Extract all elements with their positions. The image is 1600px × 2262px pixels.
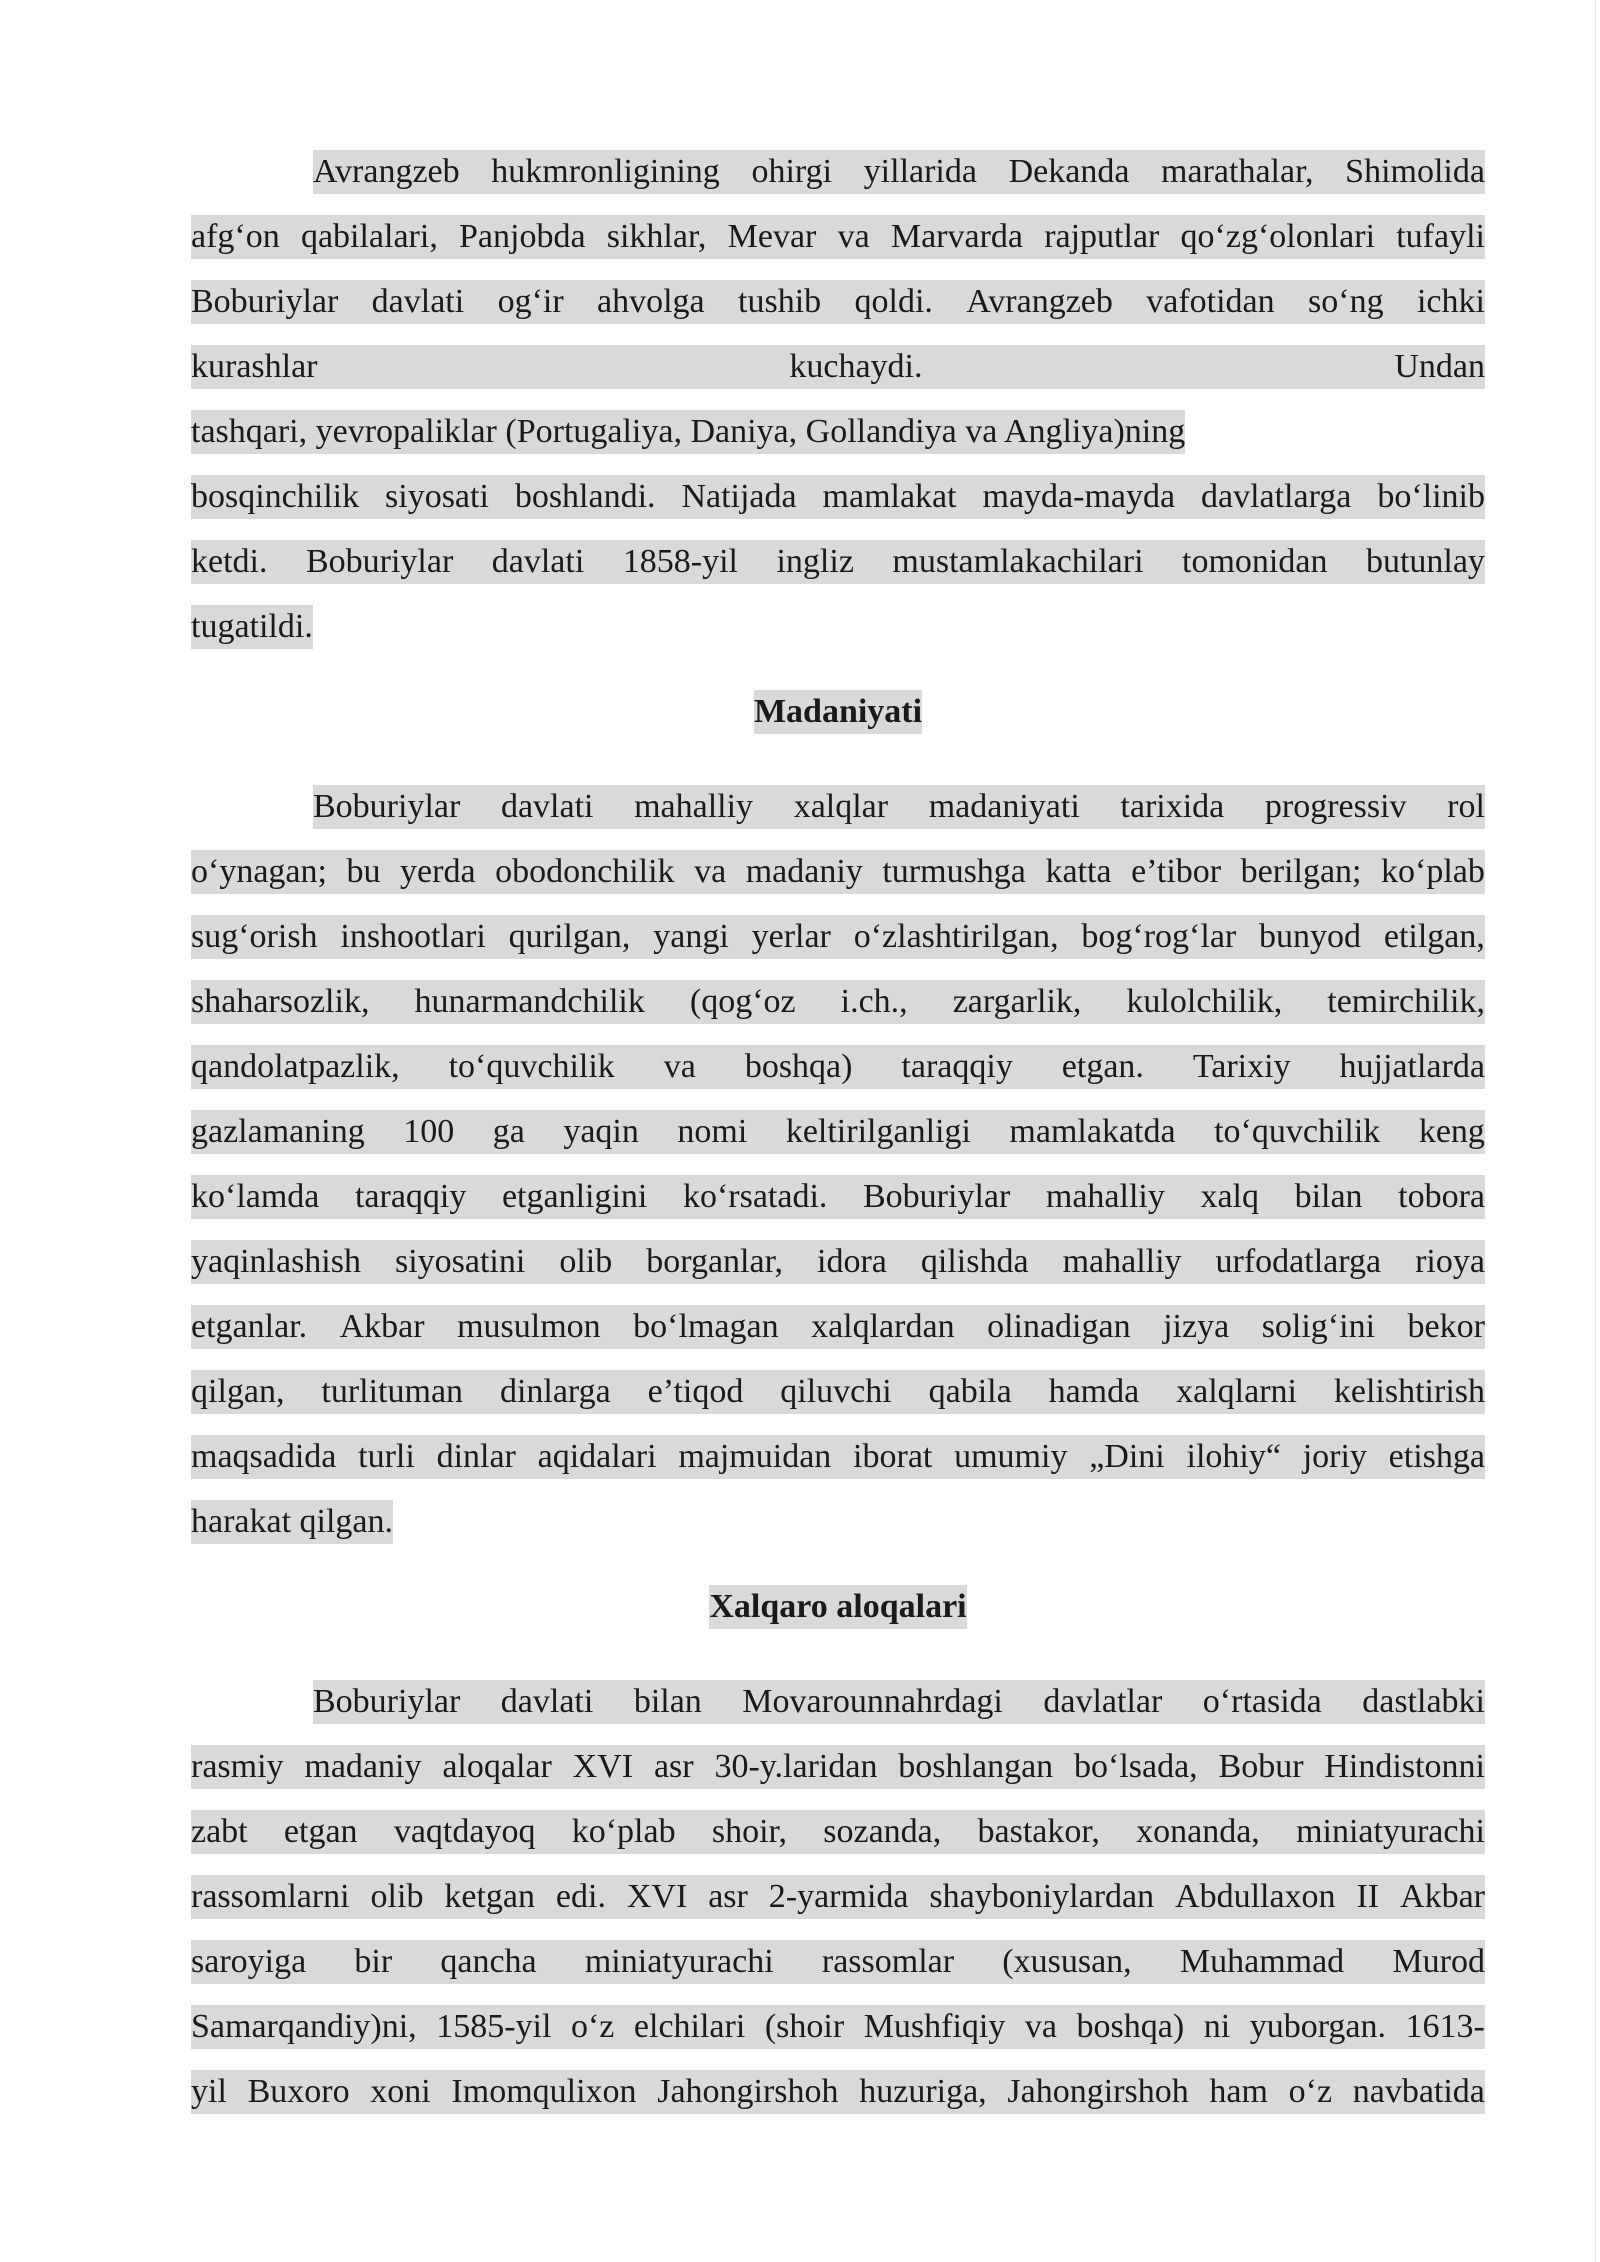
word: o‘z <box>570 2008 615 2045</box>
word: „Dini <box>1089 1438 1165 1475</box>
word: asr <box>708 1878 748 1915</box>
word: yaqinlashish <box>191 1243 361 1280</box>
word: o‘ynagan; <box>191 853 327 890</box>
word: ga <box>492 1113 525 1150</box>
word: ham <box>1209 2073 1268 2110</box>
justified-line <box>313 150 1485 194</box>
word: turmushga <box>882 853 1026 890</box>
word: bu <box>346 853 381 890</box>
word: i.ch., <box>840 983 908 1020</box>
word: xoni <box>370 2073 431 2110</box>
word: mahalliy <box>1045 1178 1165 1215</box>
paragraph-culture <box>191 785 1485 1565</box>
word: Akbar <box>1400 1878 1485 1915</box>
word: ingliz <box>776 543 854 580</box>
justified-line <box>191 540 1485 584</box>
word: Marvarda <box>890 218 1023 255</box>
heading-madaniyati <box>191 670 1485 785</box>
word: tarixida <box>1120 788 1225 825</box>
word: (xususan, <box>1002 1943 1132 1980</box>
justified-line <box>191 1110 1485 1154</box>
justified-line <box>191 345 1485 389</box>
word: tushib <box>738 283 822 320</box>
word: va <box>694 853 727 890</box>
word: musulmon <box>457 1308 601 1345</box>
word: tobora <box>1398 1178 1485 1215</box>
word: Hindistonni <box>1324 1748 1485 1785</box>
word: yerda <box>400 853 476 890</box>
word: yaqin <box>563 1113 639 1150</box>
justified-line <box>191 475 1485 519</box>
word: mamlakat <box>822 478 957 515</box>
justified-line <box>191 1045 1485 1089</box>
word: ko‘plab <box>571 1813 676 1850</box>
text-line <box>191 345 1485 410</box>
word: mahalliy <box>1062 1243 1182 1280</box>
word: ketdi. <box>191 543 268 580</box>
word: Panjobda <box>459 218 586 255</box>
word: davlati <box>491 543 585 580</box>
word: huzuriga, <box>859 2073 987 2110</box>
word: shayboniylardan <box>929 1878 1155 1915</box>
word: mahalliy <box>634 788 754 825</box>
word: hukmronligining <box>491 153 720 190</box>
word: bilan <box>1294 1178 1363 1215</box>
word: vafotidan <box>1146 283 1275 320</box>
word: xalqlarni <box>1176 1373 1297 1410</box>
justified-line <box>191 1305 1485 1349</box>
word: siyosati <box>385 478 489 515</box>
word: Murod <box>1392 1943 1485 1980</box>
word: rajputlar <box>1044 218 1160 255</box>
word: Avrangzeb <box>313 153 460 190</box>
word: nomi <box>677 1113 748 1150</box>
word: og‘ir <box>497 283 564 320</box>
word: idora <box>817 1243 887 1280</box>
heading-madaniyati-text: Madaniyati <box>754 690 922 734</box>
word: o‘zlashtirilgan, <box>853 918 1059 955</box>
word: katta <box>1045 853 1112 890</box>
word: yangi <box>653 918 729 955</box>
word: qo‘zg‘olonlari <box>1180 218 1376 255</box>
heading-xalqaro-aloqalari <box>191 1565 1485 1680</box>
word: rol <box>1447 788 1485 825</box>
paragraph-international-relations <box>191 1680 1485 2135</box>
text-line <box>191 1370 1485 1435</box>
word: tufayli <box>1396 218 1485 255</box>
word: boshlandi. <box>514 478 656 515</box>
word: va <box>837 218 870 255</box>
word: bo‘lsada, <box>1074 1748 1198 1785</box>
word: Shimolida <box>1345 153 1485 190</box>
text-line <box>191 150 1485 215</box>
justified-line <box>191 1240 1485 1284</box>
word: va <box>663 1048 696 1085</box>
word: mustamlakachilari <box>892 543 1144 580</box>
word: madaniy <box>745 853 863 890</box>
word: taraqqiy <box>901 1048 1013 1085</box>
word: yuborgan. <box>1249 2008 1387 2045</box>
word: (qog‘oz <box>689 983 796 1020</box>
word: navbatida <box>1352 2073 1485 2110</box>
word: Dekanda <box>1008 153 1130 190</box>
text-line <box>191 1110 1485 1175</box>
word: gazlamaning <box>191 1113 365 1150</box>
word: Boburiylar <box>313 788 461 825</box>
word: Natijada <box>681 478 797 515</box>
word: madaniyati <box>928 788 1080 825</box>
text-line <box>191 1240 1485 1305</box>
word: bog‘rog‘lar <box>1081 918 1237 955</box>
word: temirchilik, <box>1327 983 1485 1020</box>
word: Boburiylar <box>305 543 454 580</box>
word: mayda-mayda <box>982 478 1176 515</box>
word: kurashlar <box>191 348 318 385</box>
word: bir <box>354 1943 393 1980</box>
text-line <box>191 785 1485 850</box>
word: Imomqulixon <box>451 2073 637 2110</box>
word: zargarlik, <box>952 983 1082 1020</box>
word: shaharsozlik, <box>191 983 370 1020</box>
word: Buxoro <box>247 2073 350 2110</box>
word: rassomlarni <box>191 1878 350 1915</box>
justified-line <box>313 1680 1485 1724</box>
word: maqsadida <box>191 1438 337 1475</box>
word: hunarmandchilik <box>414 983 645 1020</box>
word: urfodatlarga <box>1215 1243 1382 1280</box>
paragraph-decline <box>191 150 1485 670</box>
text-line <box>191 1745 1485 1810</box>
word: keng <box>1418 1113 1485 1150</box>
word: etishga <box>1388 1438 1485 1475</box>
word: marathalar, <box>1161 153 1314 190</box>
word: shoir, <box>711 1813 787 1850</box>
word: etganlar. <box>191 1308 308 1345</box>
justified-line <box>191 1435 1485 1479</box>
text-line <box>191 1045 1485 1110</box>
word: II <box>1356 1878 1380 1915</box>
word: solig‘ini <box>1261 1308 1376 1345</box>
word: bilan <box>633 1683 702 1720</box>
word: sozanda, <box>823 1813 942 1850</box>
word: ichki <box>1416 283 1485 320</box>
word: edi. <box>555 1878 606 1915</box>
word: qilgan, <box>191 1373 285 1410</box>
word: Movarounnahrdagi <box>742 1683 1003 1720</box>
word: Mushfiqiy <box>863 2008 1006 2045</box>
word: miniatyurachi <box>1296 1813 1485 1850</box>
word: ahvolga <box>597 283 705 320</box>
word: 2-yarmida <box>768 1878 909 1915</box>
word: (shoir <box>764 2008 845 2045</box>
word: mamlakatda <box>1009 1113 1176 1150</box>
word: va <box>1024 2008 1057 2045</box>
word: Boburiylar <box>191 283 339 320</box>
word: to‘quvchilik <box>1214 1113 1381 1150</box>
word: ilohiy“ <box>1186 1438 1281 1475</box>
word: Boburiylar <box>313 1683 461 1720</box>
word: Abdullaxon <box>1175 1878 1336 1915</box>
word: olib <box>559 1243 613 1280</box>
word: asr <box>653 1748 694 1785</box>
word: Undan <box>1394 348 1485 385</box>
word: tomonidan <box>1182 543 1328 580</box>
word: taraqqiy <box>354 1178 467 1215</box>
left-aligned-text: harakat qilgan. <box>191 1500 393 1544</box>
word: ko‘plab <box>1381 853 1485 890</box>
word: bo‘linib <box>1377 478 1485 515</box>
word: bunyod <box>1259 918 1362 955</box>
word: qoldi. <box>854 283 933 320</box>
word: boshlangan <box>898 1748 1054 1785</box>
word: davlati <box>371 283 465 320</box>
word: Avrangzeb <box>966 283 1113 320</box>
word: butunlay <box>1365 543 1485 580</box>
word: 100 <box>403 1113 455 1150</box>
text-line <box>191 1810 1485 1875</box>
word: yillarida <box>863 153 977 190</box>
word: etgan. <box>1061 1048 1144 1085</box>
justified-line <box>191 1875 1485 1919</box>
justified-line <box>191 1745 1485 1789</box>
justified-line <box>191 1175 1485 1219</box>
document-content <box>191 150 1485 2135</box>
word: e’tiqod <box>647 1373 744 1410</box>
word: ko‘lamda <box>191 1178 320 1215</box>
word: qandolatpazlik, <box>191 1048 400 1085</box>
word: borganlar, <box>646 1243 784 1280</box>
word: xalqlardan <box>811 1308 955 1345</box>
word: vaqtdayoq <box>393 1813 536 1850</box>
justified-line <box>191 215 1485 259</box>
word: davlati <box>500 1683 594 1720</box>
word: Tarixiy <box>1192 1048 1291 1085</box>
word: kuchaydi. <box>789 348 923 385</box>
word: berilgan; <box>1240 853 1362 890</box>
word: Bobur <box>1218 1748 1304 1785</box>
word: hujjatlarda <box>1339 1048 1485 1085</box>
word: dastlabki <box>1362 1683 1485 1720</box>
text-line <box>191 2005 1485 2070</box>
word: boshqa) <box>1076 2008 1185 2045</box>
text-line <box>191 215 1485 280</box>
word: rassomlar <box>821 1943 955 1980</box>
word: joriy <box>1302 1438 1367 1475</box>
word: qilishda <box>920 1243 1029 1280</box>
word: obodonchilik <box>495 853 675 890</box>
justified-line <box>191 280 1485 324</box>
word: Jahongirshoh <box>657 2073 839 2110</box>
word: miniatyurachi <box>584 1943 774 1980</box>
word: 30-y.laridan <box>714 1748 878 1785</box>
word: boshqa) <box>744 1048 853 1085</box>
word: davlati <box>500 788 594 825</box>
text-line <box>191 915 1485 980</box>
word: to‘quvchilik <box>448 1048 615 1085</box>
justified-line <box>191 980 1485 1024</box>
text-line <box>191 1500 1485 1565</box>
word: XVI <box>626 1878 688 1915</box>
text-line <box>191 280 1485 345</box>
word: olinadigan <box>987 1308 1131 1345</box>
word: aloqalar <box>442 1748 552 1785</box>
word: bo‘lmagan <box>633 1308 779 1345</box>
justified-line <box>191 1810 1485 1854</box>
word: davlatlar <box>1043 1683 1163 1720</box>
word: o‘rtasida <box>1202 1683 1322 1720</box>
justified-line <box>191 915 1485 959</box>
left-aligned-text: tugatildi. <box>191 605 313 649</box>
word: etilgan, <box>1383 918 1485 955</box>
word: 1858-yil <box>622 543 738 580</box>
word: saroyiga <box>191 1943 307 1980</box>
word: XVI <box>572 1748 634 1785</box>
word: siyosatini <box>394 1243 526 1280</box>
word: ko‘rsatadi. <box>682 1178 828 1215</box>
word: 1613- <box>1405 2008 1485 2045</box>
justified-line <box>191 2070 1485 2114</box>
word: Boburiylar <box>863 1178 1011 1215</box>
word: Mevar <box>727 218 817 255</box>
word: afg‘on <box>191 218 280 255</box>
word: kelishtirish <box>1333 1373 1485 1410</box>
text-line <box>191 980 1485 1045</box>
text-line <box>191 1175 1485 1240</box>
text-line <box>191 605 1485 670</box>
text-line <box>191 2070 1485 2135</box>
word: ketgan <box>444 1878 535 1915</box>
word: etganligini <box>501 1178 648 1215</box>
word: madaniy <box>304 1748 422 1785</box>
word: e’tibor <box>1131 853 1222 890</box>
justified-line <box>191 2005 1485 2049</box>
word: elchilari <box>633 2008 746 2045</box>
word: qabilalari, <box>300 218 438 255</box>
word: inshootlari <box>340 918 486 955</box>
word: olib <box>370 1878 424 1915</box>
word: progressiv <box>1264 788 1407 825</box>
text-line <box>191 1940 1485 2005</box>
word: bastakor, <box>977 1813 1100 1850</box>
word: yerlar <box>751 918 831 955</box>
word: ni <box>1203 2008 1231 2045</box>
justified-line <box>313 785 1485 829</box>
word: qiluvchi <box>780 1373 892 1410</box>
text-line <box>191 1875 1485 1940</box>
word: Akbar <box>339 1308 425 1345</box>
word: iborat <box>853 1438 933 1475</box>
word: dinlar <box>436 1438 516 1475</box>
word: kulolchilik, <box>1126 983 1283 1020</box>
word: qurilgan, <box>508 918 631 955</box>
word: turlituman <box>321 1373 464 1410</box>
word: Muhammad <box>1179 1943 1345 1980</box>
word: zabt <box>191 1813 248 1850</box>
word: bosqinchilik <box>191 478 360 515</box>
left-aligned-text: tashqari, yevropaliklar (Portugaliya, Daniya, Gollandiya va Angliya)ning <box>191 410 1185 454</box>
word: qabila <box>928 1373 1012 1410</box>
word: etgan <box>283 1813 358 1850</box>
word: yil <box>191 2073 227 2110</box>
word: rioya <box>1415 1243 1485 1280</box>
word: majmuidan <box>678 1438 832 1475</box>
word: turli <box>358 1438 415 1475</box>
word: ohirgi <box>751 153 833 190</box>
word: qancha <box>440 1943 537 1980</box>
word: jizya <box>1163 1308 1230 1345</box>
word: dinlarga <box>499 1373 611 1410</box>
text-line <box>191 1435 1485 1500</box>
text-line <box>191 850 1485 915</box>
word: davlatlarga <box>1200 478 1352 515</box>
word: aqidalari <box>537 1438 657 1475</box>
word: Jahongirshoh <box>1007 2073 1189 2110</box>
text-line <box>191 410 1485 475</box>
word: sug‘orish <box>191 918 318 955</box>
word: o‘z <box>1288 2073 1333 2110</box>
word: rasmiy <box>191 1748 284 1785</box>
word: xalq <box>1200 1178 1259 1215</box>
justified-line <box>191 1940 1485 1984</box>
text-line <box>191 540 1485 605</box>
justified-line <box>191 1370 1485 1414</box>
word: bekor <box>1407 1308 1485 1345</box>
text-line <box>191 475 1485 540</box>
word: 1585-yil <box>436 2008 552 2045</box>
heading-xalqaro-aloqalari-text: Xalqaro aloqalari <box>709 1585 966 1629</box>
justified-line <box>191 850 1485 894</box>
word: xonanda, <box>1136 1813 1260 1850</box>
word: Samarqandiy)ni, <box>191 2008 417 2045</box>
word: so‘ng <box>1308 283 1384 320</box>
word: xalqlar <box>793 788 889 825</box>
word: sikhlar, <box>606 218 707 255</box>
text-line <box>191 1680 1485 1745</box>
word: umumiy <box>954 1438 1068 1475</box>
text-line <box>191 1305 1485 1370</box>
page-edge-divider <box>1595 0 1596 2262</box>
word: keltirilganligi <box>785 1113 971 1150</box>
word: hamda <box>1048 1373 1140 1410</box>
